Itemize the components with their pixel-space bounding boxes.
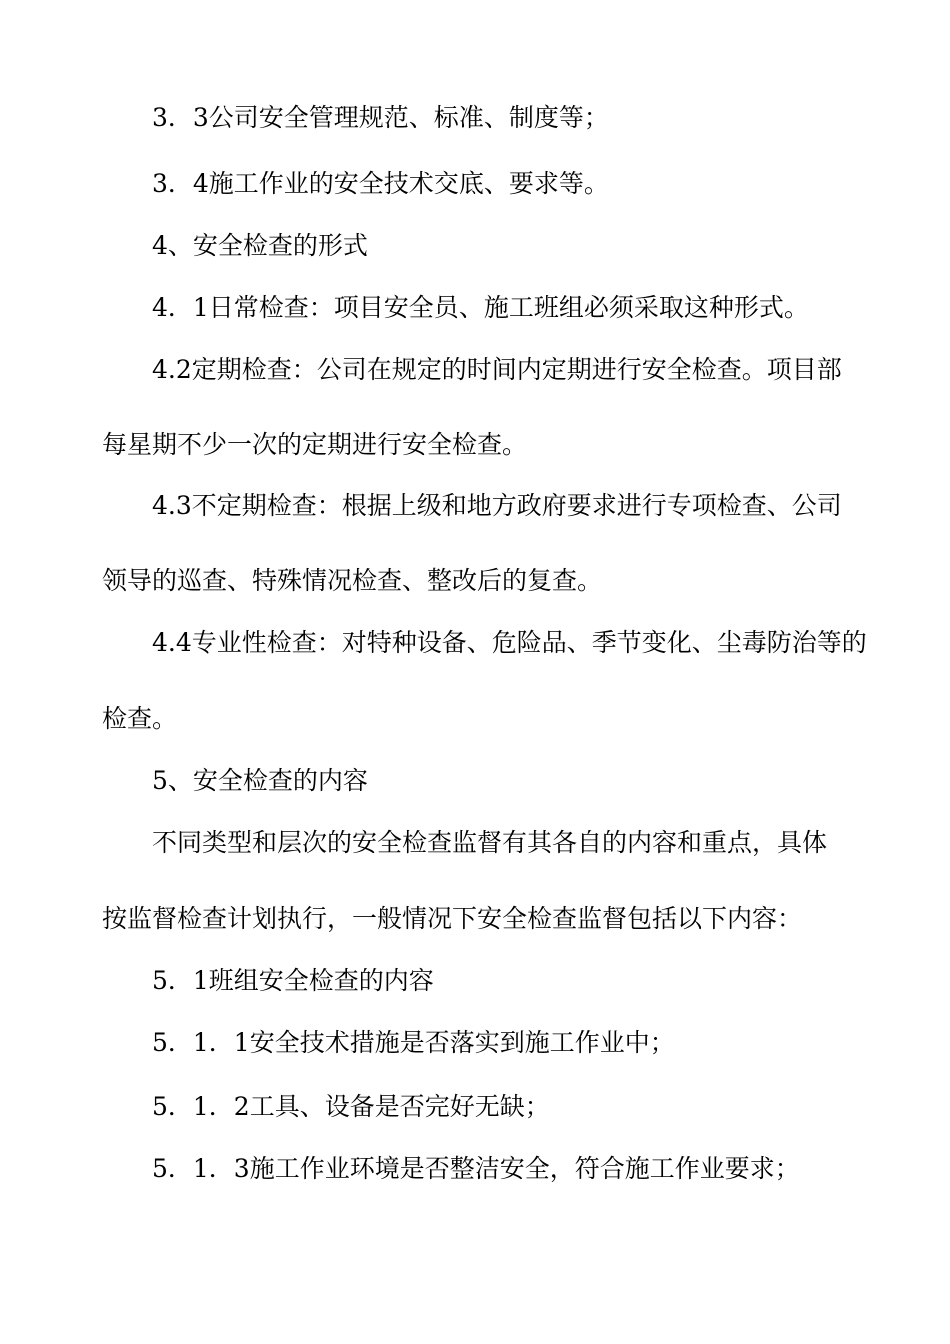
paragraph-4-3-line-1: 4.3不定期检查：根据上级和地方政府要求进行专项检查、公司 xyxy=(152,491,842,520)
paragraph-5-1-2: 5．1．2工具、设备是否完好无缺； xyxy=(152,1092,550,1121)
paragraph-5-intro-line-1: 不同类型和层次的安全检查监督有其各自的内容和重点，具体 xyxy=(152,828,828,857)
paragraph-4-4-line-2: 检查。 xyxy=(102,704,178,733)
paragraph-4-1: 4．1日常检查：项目安全员、施工班组必须采取这种形式。 xyxy=(152,293,809,322)
paragraph-5-1-1: 5．1．1安全技术措施是否落实到施工作业中； xyxy=(152,1028,675,1057)
section-heading-5: 5、安全检查的内容 xyxy=(152,766,368,795)
paragraph-3-3: 3．3公司安全管理规范、标准、制度等； xyxy=(152,103,609,132)
paragraph-5-1-3: 5．1．3施工作业环境是否整洁安全，符合施工作业要求； xyxy=(152,1154,800,1183)
paragraph-5-intro-line-2: 按监督检查计划执行，一般情况下安全检查监督包括以下内容： xyxy=(102,904,803,933)
paragraph-4-2-line-1: 4.2定期检查：公司在规定的时间内定期进行安全检查。项目部 xyxy=(152,355,842,384)
paragraph-4-4-line-1: 4.4专业性检查：对特种设备、危险品、季节变化、尘毒防治等的 xyxy=(152,628,867,657)
section-heading-4: 4、安全检查的形式 xyxy=(152,231,368,260)
paragraph-4-2-line-2: 每星期不少一次的定期进行安全检查。 xyxy=(102,430,528,459)
paragraph-4-3-line-2: 领导的巡查、特殊情况检查、整改后的复查。 xyxy=(102,566,603,595)
paragraph-3-4: 3．4施工作业的安全技术交底、要求等。 xyxy=(152,169,609,198)
paragraph-5-1: 5．1班组安全检查的内容 xyxy=(152,966,434,995)
